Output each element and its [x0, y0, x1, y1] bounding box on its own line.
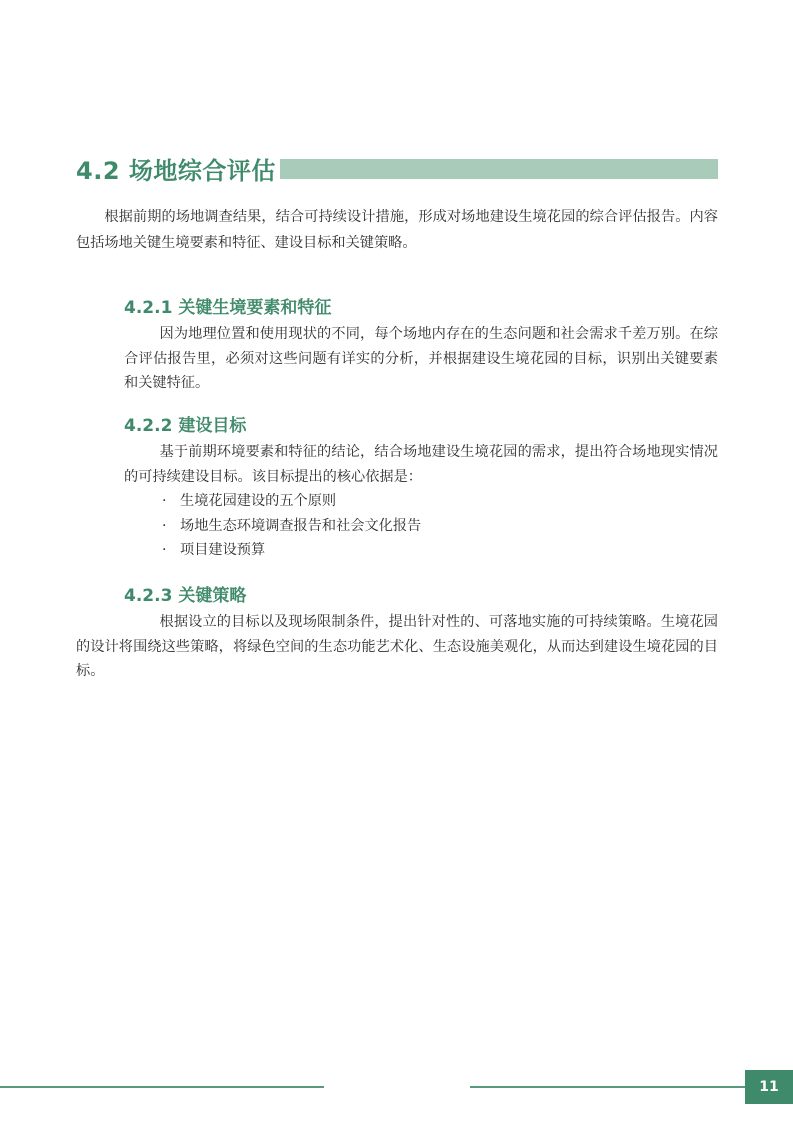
- page-number: 11: [745, 1070, 793, 1104]
- list-item: [162, 514, 718, 539]
- list-item-text: 生境花园建设的五个原则: [180, 493, 337, 509]
- list-item: [162, 489, 718, 514]
- list-item-text: 场地生态环境调查报告和社会文化报告: [180, 517, 422, 534]
- subsection-title: 4.2.2 建设目标: [124, 416, 247, 436]
- list-item-text: 项目建设预算: [180, 542, 266, 558]
- footer-divider-left: [0, 1086, 324, 1088]
- bullet-icon: ·: [162, 493, 167, 509]
- section-heading: [76, 150, 276, 186]
- subsection-construction-goals: [124, 412, 718, 563]
- bullet-icon: ·: [162, 517, 167, 534]
- subsection-title: 4.2.3 关键策略: [124, 586, 247, 606]
- subsection-key-habitat-elements: [124, 294, 718, 396]
- footer-divider-right: [470, 1086, 746, 1088]
- subsection-body: 根据设立的目标以及现场限制条件，提出针对性的、可落地实施的可持续策略。生境花园的设计将围绕这些策略，将绿色空间的生态功能艺术化、生态设施美观化，从而达到建设生境花园的目标。: [76, 614, 718, 679]
- subsection-title: 4.2.1 关键生境要素和特征: [124, 298, 332, 318]
- title-decoration-bar: [280, 159, 718, 179]
- basis-list: [124, 489, 718, 563]
- bullet-icon: ·: [162, 542, 167, 558]
- subsection-body: 基于前期环境要素和特征的结论，结合场地建设生境花园的需求，提出符合场地现实情况的可持续建设目标。该目标提出的核心依据是：: [124, 444, 718, 485]
- section-intro-paragraph: 根据前期的场地调查结果，结合可持续设计措施，形成对场地建设生境花园的综合评估报告。内容包括场地关键生境要素和特征、建设目标和关键策略。: [76, 209, 718, 251]
- subsection-body: 因为地理位置和使用现状的不同，每个场地内存在的生态问题和社会需求千差万别。在综合评估报告里，必须对这些问题有详实的分析，并根据建设生境花园的目标，识别出关键要素和关键特征。: [124, 326, 718, 391]
- list-item: [162, 538, 718, 563]
- subsection-key-strategies: [76, 582, 718, 684]
- section-title: 4.2 场地综合评估: [76, 156, 276, 185]
